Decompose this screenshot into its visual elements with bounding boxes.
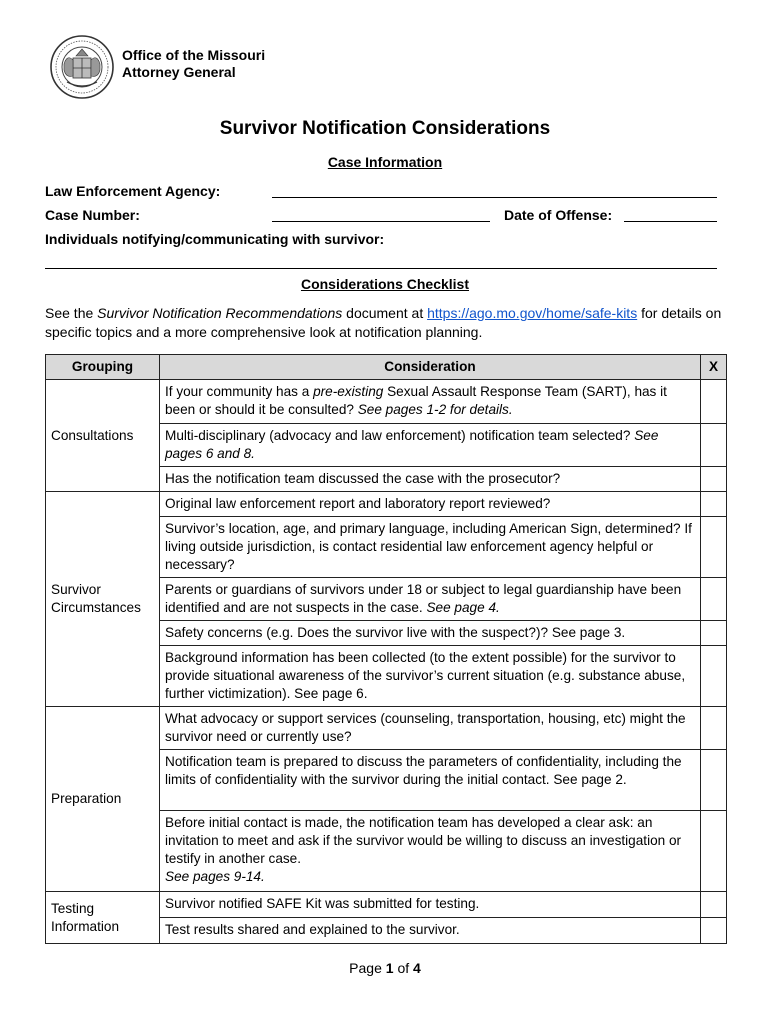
row-reference: See page 4. xyxy=(426,600,500,615)
intro-document-name: Survivor Notification Recommendations xyxy=(97,305,343,321)
group-label-line: Information xyxy=(51,918,120,934)
checklist-intro xyxy=(45,304,725,342)
agency-field-line[interactable] xyxy=(272,197,717,198)
row-text: Before initial contact is made, the notification team has developed a clear ask: an invitation to meet and ask if the survivor would be willing to discuss an investigation or testify in another case. xyxy=(165,815,682,866)
check-box[interactable] xyxy=(701,750,727,811)
group-preparation: Preparation xyxy=(46,707,160,892)
consideration-cell xyxy=(160,811,701,892)
check-box[interactable] xyxy=(701,578,727,621)
case-number-label: Case Number: xyxy=(45,207,140,223)
group-label-line: Survivor xyxy=(51,582,101,597)
group-consultations: Consultations xyxy=(46,380,160,492)
consideration-cell: Notification team is prepared to discuss the parameters of confidentiality, including the limits of confidentiality with the survivor during the initial contact. See page 2. xyxy=(160,750,701,811)
consideration-cell: Safety concerns (e.g. Does the survivor live with the suspect?)? See page 3. xyxy=(160,621,701,646)
group-label-line: Circumstances xyxy=(51,600,141,615)
org-line-1: Office of the Missouri xyxy=(122,47,266,63)
consideration-cell xyxy=(160,380,701,424)
considerations-checklist-heading: Considerations Checklist xyxy=(300,276,470,292)
check-box[interactable] xyxy=(701,646,727,707)
row-text: Sexual Assault Response Team (SART), has it been or should it be consulted? xyxy=(165,384,667,417)
check-column-header: X xyxy=(701,355,727,380)
row-reference: See pages 6 and 8. xyxy=(165,428,659,461)
page-word: Page xyxy=(349,960,382,976)
table-row xyxy=(46,492,727,517)
consideration-cell: Survivor notified SAFE Kit was submitted for testing. xyxy=(160,892,701,918)
check-box[interactable] xyxy=(701,517,727,578)
check-box[interactable] xyxy=(701,918,727,944)
consideration-cell xyxy=(160,424,701,467)
consideration-cell: Background information has been collected (to the extent possible) for the survivor to provide situational awareness of the survivor’s current situation (e.g. substance abuse, further victimization). See page 6. xyxy=(160,646,701,707)
row-text: Multi-disciplinary (advocacy and law enforcement) notification team selected? xyxy=(165,428,635,443)
table-row xyxy=(46,707,727,750)
consideration-cell: Test results shared and explained to the survivor. xyxy=(160,918,701,944)
org-line-2: Attorney General xyxy=(122,64,236,80)
attorney-general-seal-logo xyxy=(49,34,115,100)
check-box[interactable] xyxy=(701,424,727,467)
consideration-column-header: Consideration xyxy=(160,355,701,380)
considerations-table xyxy=(45,354,727,944)
table-row xyxy=(46,892,727,918)
row-text: Parents or guardians of survivors under 18 or subject to legal guardianship have been identified and are not suspects in the case. xyxy=(165,582,682,615)
group-label-line: Testing xyxy=(51,900,95,916)
individuals-label: Individuals notifying/communicating with survivor: xyxy=(45,231,385,247)
case-number-field-line[interactable] xyxy=(272,221,490,222)
intro-text-mid: document at xyxy=(342,305,428,321)
row-text: If your community has a xyxy=(165,384,314,399)
grouping-column-header: Grouping xyxy=(46,355,160,380)
page-footer xyxy=(0,960,770,976)
consideration-cell: What advocacy or support services (counseling, transportation, housing, etc) might the survivor need or currently use? xyxy=(160,707,701,750)
group-testing-information xyxy=(46,892,160,944)
total-pages-number: 4 xyxy=(413,960,421,976)
organization-name xyxy=(122,47,265,81)
intro-text-pre: See the xyxy=(45,305,98,321)
table-row xyxy=(46,380,727,424)
group-survivor-circumstances xyxy=(46,492,160,707)
table-header-row xyxy=(46,355,727,380)
row-text-italic: pre-existing xyxy=(313,384,384,399)
check-box[interactable] xyxy=(701,811,727,892)
check-box[interactable] xyxy=(701,492,727,517)
page-title: Survivor Notification Considerations xyxy=(219,118,551,139)
check-box[interactable] xyxy=(701,380,727,424)
consideration-cell: Survivor’s location, age, and primary language, including American Sign, determined? If living outside jurisdiction, is contact residential law enforcement agency helpful or necessary? xyxy=(160,517,701,578)
consideration-cell: Original law enforcement report and laboratory report reviewed? xyxy=(160,492,701,517)
row-reference: See pages 1-2 for details. xyxy=(357,402,513,417)
check-box[interactable] xyxy=(701,467,727,492)
date-of-offense-label: Date of Offense: xyxy=(504,207,613,223)
current-page-number: 1 xyxy=(385,960,394,976)
of-word: of xyxy=(397,960,410,976)
check-box[interactable] xyxy=(701,621,727,646)
individuals-field-line[interactable] xyxy=(45,268,717,269)
consideration-cell xyxy=(160,578,701,621)
date-of-offense-field-line[interactable] xyxy=(624,221,717,222)
case-information-heading: Case Information xyxy=(327,154,443,170)
consideration-cell: Has the notification team discussed the case with the prosecutor? xyxy=(160,467,701,492)
row-reference: See pages 9-14. xyxy=(165,869,265,884)
agency-label: Law Enforcement Agency: xyxy=(45,183,221,199)
check-box[interactable] xyxy=(701,892,727,918)
check-box[interactable] xyxy=(701,707,727,750)
intro-text-post: for details on specific topics and a more comprehensive look at notification planning. xyxy=(45,305,722,340)
safe-kits-link[interactable]: https://ago.mo.gov/home/safe-kits xyxy=(427,305,638,321)
